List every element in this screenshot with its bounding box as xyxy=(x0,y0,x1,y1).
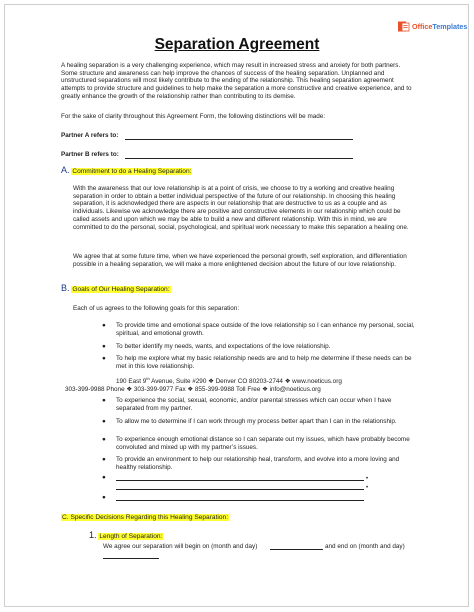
address-line: 190 East 9th Avenue, Suite #290 ❖ Denver CO 80203-2744 ❖ www.noeticus.org xyxy=(116,376,342,386)
section-b-heading: B. Goals of Our Healing Separation: xyxy=(61,283,170,293)
goal-item: To better identify my needs, wants, and expectations of the love relationship. xyxy=(116,343,331,350)
partner-a-field[interactable] xyxy=(125,139,353,140)
begin-date-field[interactable] xyxy=(270,549,323,550)
length-text-mid: and end on (month and day) xyxy=(325,543,405,550)
goals-intro: Each of us agrees to the following goals for this separation: xyxy=(73,305,240,312)
partner-b-field[interactable] xyxy=(125,158,353,159)
goal-bullet: ● xyxy=(102,474,106,481)
contact-line: 303-399-9988 Phone ❖ 303-399-9977 Fax ❖ 855-399-9988 Toll Free ❖ info@noeticus.org xyxy=(65,386,321,393)
goal-item: To help me explore what my basic relationship needs are and to help me determine if these needs can be met in this love relationship. xyxy=(116,355,412,370)
clarity-paragraph: For the sake of clarity throughout this Agreement Form, the following distinctions will be made: xyxy=(61,113,326,120)
section-c-heading: C. Specific Decisions Regarding this Healing Separation: xyxy=(62,514,229,521)
goal-item: To provide an environment to help our relationship heal, transform, and evolve into a more loving and healthy relationship. xyxy=(116,456,400,471)
custom-goal-line[interactable] xyxy=(116,500,364,501)
custom-goal-line[interactable] xyxy=(116,480,364,481)
goal-item: To provide time and emotional space outside of the love relationship so I can enhance my personal, social, spiritual, and emotional growth. xyxy=(116,322,415,337)
office-document-icon xyxy=(397,20,410,33)
goal-bullet: ● xyxy=(102,397,106,404)
goal-item: To experience enough emotional distance so I can separate out my issues, which have probably become convoluted and mixed up with my partner’s issues. xyxy=(116,436,410,451)
intro-paragraph: A healing separation is a very challenging experience, which may result in increased stress and anxiety for both partners. Some structure and awareness can help improve the chances of success of the healing separation. Unplanned and unstructured separations will most likely contribute to the ending of the relationship. This healing separation agreement attempts to provide structure and guidelines to help make the separation a more constructive and creative experience, and to greatly enhance the growth of the relationship rather than contributing to its demise. xyxy=(61,62,412,100)
section-a-heading: A. Commitment to do a Healing Separation: xyxy=(61,165,192,175)
office-templates-logo xyxy=(397,17,468,35)
logo-text: OfficeTemplates xyxy=(412,21,468,31)
section-a-paragraph-1: With the awareness that our love relationship is at a point of crisis, we choose to try a working and creative healing separation in order to obtain a better individual perspective of the future of our relationship. In choosing this healing separation, it is acknowledged there are aspects in our relationship that are destructive to us as a couple and as individuals. Likewise we acknowledge there are positive and constructive elements in our relationship which could be called assets and upon which we may be able to build a new and different relationship. With this in mind, we are committed to do the personal, social, psychological, and spiritual work necessary to make this separation a healing one. xyxy=(73,185,409,231)
partner-b-label: Partner B refers to: xyxy=(61,151,119,158)
length-text: We agree our separation will begin on (month and day) xyxy=(103,543,258,550)
goal-bullet: ● xyxy=(102,494,106,501)
page-title: Separation Agreement xyxy=(154,36,320,53)
goal-bullet: ● xyxy=(102,343,106,350)
length-heading: 1. Length of Separation: xyxy=(89,530,163,540)
section-a-paragraph-2: We agree that at some future time, when we have experienced the personal growth, self exploration, and differentiation possible in a healing separation, we will make a more enlightened decision about the future of our love relationship. xyxy=(73,253,407,268)
custom-goal-line[interactable] xyxy=(116,489,364,490)
goal-item: To allow me to determine if I can work through my process better apart than I can in the relationship. xyxy=(116,418,397,425)
goal-bullet: ● xyxy=(102,456,106,463)
goal-bullet: ● xyxy=(102,436,106,443)
goal-bullet: ● xyxy=(102,322,106,329)
line-end-mark: • xyxy=(366,476,369,482)
end-date-field[interactable] xyxy=(103,558,159,559)
partner-a-label: Partner A refers to: xyxy=(61,132,119,139)
goal-item: To experience the social, sexual, economic, and/or parental stresses which can occur when I have separated from my partner. xyxy=(116,397,392,412)
goal-bullet: ● xyxy=(102,355,106,362)
line-end-mark: • xyxy=(366,485,369,491)
goal-bullet: ● xyxy=(102,418,106,425)
